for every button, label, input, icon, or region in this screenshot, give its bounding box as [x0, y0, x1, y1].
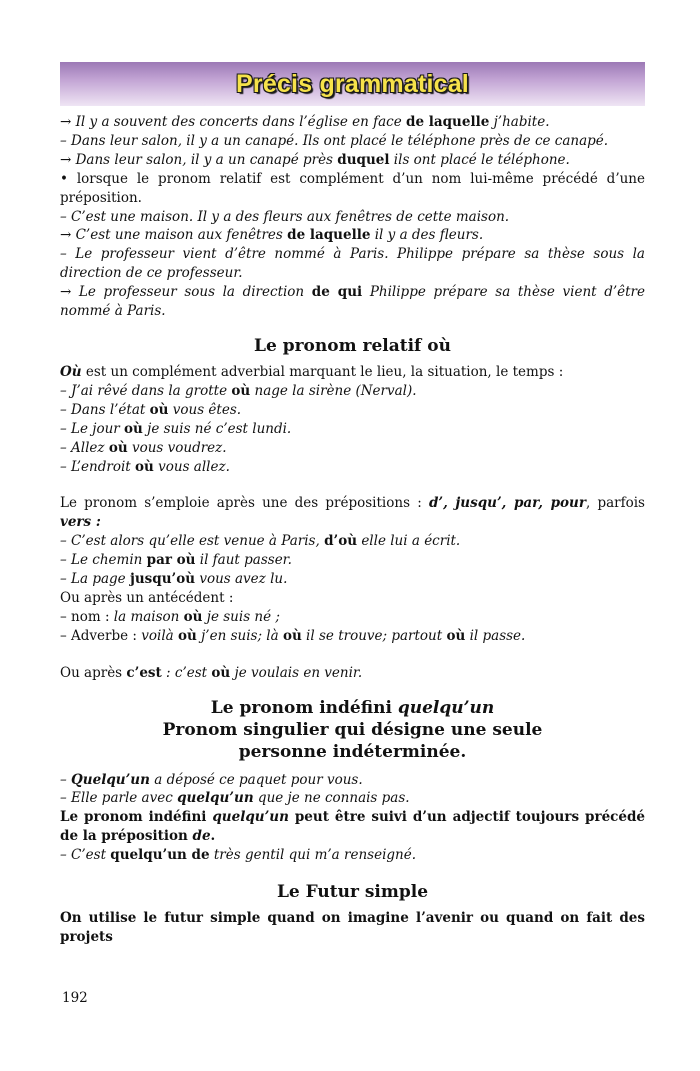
- intro-line: – C’est une maison. Il y a des fleurs aux fenêtres de cette maison.: [60, 208, 510, 225]
- futur-section-title: Le Futur simple: [276, 882, 429, 903]
- prepositions-rule: Le pronom s’emploie après une des prépositions : d’, jusqu’, par, pour, parfois vers :: [60, 495, 645, 531]
- example-line: – C’est quelqu’un de très gentil qui m’a renseigné.: [60, 847, 417, 864]
- quelquun-rule: Le pronom indéfini quelqu’un peut être suivi d’un adjectif toujours précédé de la préposition de.: [60, 809, 645, 845]
- example-line: – Dans l’état où vous êtes.: [60, 401, 242, 418]
- intro-line: → Le professeur sous la direction de qui Philippe prépare sa thèse vient d’être nommé à Paris.: [60, 284, 645, 320]
- example-line: – Quelqu’un a déposé ce paquet pour vous.: [60, 771, 363, 788]
- example-line: – Le jour où je suis né c’est lundi.: [60, 420, 292, 437]
- intro-line: → Dans leur salon, il y a un canapé près duquel ils ont placé le téléphone.: [60, 151, 570, 168]
- intro-block: [60, 113, 645, 321]
- banner-title: Précis grammatical: [236, 69, 469, 98]
- ou-section-body: [60, 363, 645, 683]
- quelquun-section-subtitle: Pronom singulier qui désigne une seule personne indéterminée.: [162, 719, 543, 762]
- intro-line: → C’est une maison aux fenêtres de laquelle il y a des fleurs.: [60, 227, 484, 244]
- quelquun-section-body: [60, 771, 645, 866]
- ou-definition: Où est un complément adverbial marquant le lieu, la situation, le temps :: [60, 363, 564, 380]
- page: [60, 62, 645, 947]
- example-line: – Allez où vous voudrez.: [60, 439, 227, 456]
- intro-line: → Il y a souvent des concerts dans l’église en face de laquelle j’habite.: [60, 114, 550, 130]
- example-line: – Elle parle avec quelqu’un que je ne connais pas.: [60, 790, 410, 807]
- example-line: – nom : la maison où je suis né ;: [60, 608, 280, 625]
- page-number: 192: [62, 990, 88, 1006]
- intro-rule: • lorsque le pronom relatif est complément d’un nom lui-même précédé d’une préposition.: [60, 170, 645, 206]
- ou-section-title: Le pronom relatif où: [254, 335, 451, 356]
- antecedent-label: Ou après un antécédent :: [60, 589, 234, 606]
- intro-line: – Dans leur salon, il y a un canapé. Ils ont placé le téléphone près de ce canapé.: [60, 132, 609, 149]
- section-banner: [60, 62, 645, 106]
- futur-rule: On utilise le futur simple quand on imagine l’avenir ou quand on fait des projets: [60, 910, 645, 945]
- example-line: – J’ai rêvé dans la grotte où nage la sirène (Nerval).: [60, 382, 417, 399]
- quelquun-section-title: Le pronom indéfini quelqu’un: [210, 697, 495, 718]
- example-line: – C’est alors qu’elle est venue à Paris, d’où elle lui a écrit.: [60, 533, 461, 550]
- intro-line: – Le professeur vient d’être nommé à Paris. Philippe prépare sa thèse sous la direction de ce professeur.: [60, 246, 645, 282]
- cest-rule: Ou après c’est : c’est où je voulais en venir.: [60, 664, 363, 681]
- example-line: – Le chemin par où il faut passer.: [60, 552, 292, 569]
- example-line: – Adverbe : voilà où j’en suis; là où il se trouve; partout où il passe.: [60, 627, 526, 644]
- example-line: – L’endroit où vous allez.: [60, 458, 230, 475]
- example-line: – La page jusqu’où vous avez lu.: [60, 571, 288, 588]
